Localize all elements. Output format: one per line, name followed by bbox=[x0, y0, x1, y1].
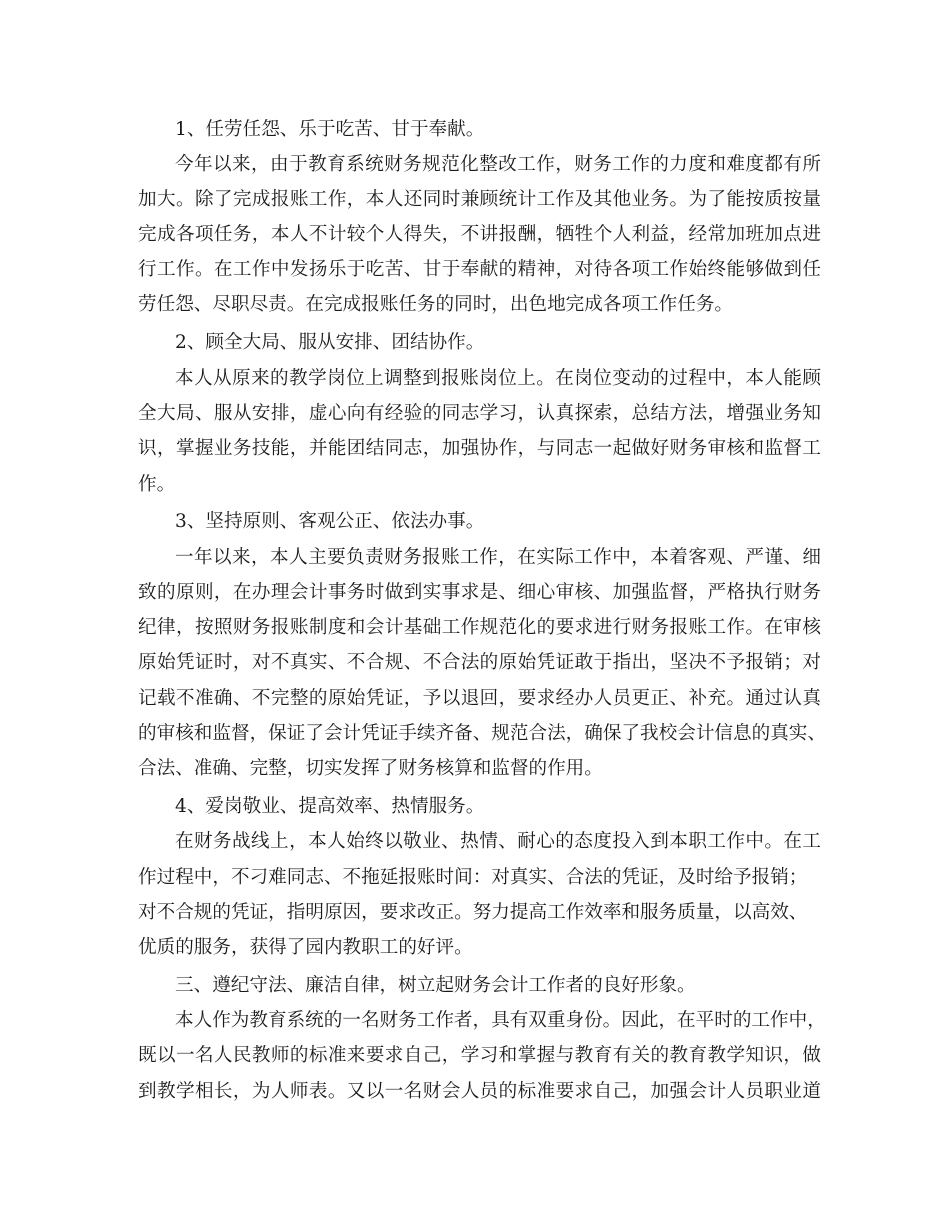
paragraph-line: 在财务战线上，本人始终以敬业、热情、耐心的态度投入到本职工作中。在工 bbox=[175, 831, 821, 852]
paragraph-line: 完成各项任务，本人不计较个人得失，不讲报酬，牺牲个人利益，经常加班加点进 bbox=[138, 224, 821, 245]
paragraph-line: 一年以来，本人主要负责财务报账工作，在实际工作中，本着客观、严谨、细 bbox=[175, 547, 821, 568]
heading-item-2: 2、顾全大局、服从安排、团结协作。 bbox=[175, 332, 485, 353]
paragraph-line: 的审核和监督，保证了会计凭证手续齐备、规范合法，确保了我校会计信息的真实、 bbox=[138, 723, 826, 744]
paragraph-line: 劳任怨、尽职尽责。在完成报账任务的同时，出色地完成各项工作任务。 bbox=[138, 294, 734, 315]
paragraph-line: 全大局、服从安排，虚心向有经验的同志学习，认真探索，总结方法，增强业务知 bbox=[138, 403, 821, 424]
paragraph-line: 优质的服务，获得了园内教职工的好评。 bbox=[138, 937, 473, 958]
paragraph-line: 识，掌握业务技能，并能团结同志，加强协作，与同志一起做好财务审核和监督工 bbox=[138, 438, 821, 459]
paragraph-line: 本人作为教育系统的一名财务工作者，具有双重身份。因此，在平时的工作中， bbox=[175, 1010, 826, 1031]
paragraph-line: 作过程中，不刁难同志、不拖延报账时间：对真实、合法的凭证，及时给予报销； bbox=[138, 867, 808, 888]
paragraph-line: 记载不准确、不完整的原始凭证，予以退回，要求经办人员更正、补充。通过认真 bbox=[138, 688, 821, 709]
paragraph-line: 纪律，按照财务报账制度和会计基础工作规范化的要求进行财务报账工作。在审核 bbox=[138, 617, 821, 638]
paragraph-line: 原始凭证时，对不真实、不合规、不合法的原始凭证敢于指出，坚决不予报销；对 bbox=[138, 652, 821, 673]
paragraph-line: 合法、准确、完整，切实发挥了财务核算和监督的作用。 bbox=[138, 758, 603, 779]
heading-item-4: 4、爱岗敬业、提高效率、热情服务。 bbox=[175, 796, 485, 817]
heading-item-3: 3、坚持原则、客观公正、依法办事。 bbox=[175, 511, 485, 532]
section-heading-3: 三、遵纪守法、廉洁自律，树立起财务会计工作者的良好形象。 bbox=[175, 975, 696, 996]
paragraph-line: 行工作。在工作中发扬乐于吃苦、甘于奉献的精神，对待各项工作始终能够做到任 bbox=[138, 259, 821, 280]
paragraph-line: 既以一名人民教师的标准来要求自己，学习和掌握与教育有关的教育教学知识，做 bbox=[138, 1045, 821, 1066]
paragraph-line: 本人从原来的教学岗位上调整到报账岗位上。在岗位变动的过程中，本人能顾 bbox=[175, 368, 821, 389]
paragraph-line: 到教学相长，为人师表。又以一名财会人员的标准要求自己，加强会计人员职业道 bbox=[138, 1081, 821, 1102]
paragraph-line: 加大。除了完成报账工作，本人还同时兼顾统计工作及其他业务。为了能按质按量 bbox=[138, 189, 821, 210]
paragraph-line: 作。 bbox=[138, 474, 176, 495]
paragraph-line: 今年以来，由于教育系统财务规范化整改工作，财务工作的力度和难度都有所 bbox=[175, 154, 821, 175]
heading-item-1: 1、任劳任怨、乐于吃苦、甘于奉献。 bbox=[175, 119, 485, 140]
paragraph-line: 对不合规的凭证，指明原因，要求改正。努力提高工作效率和服务质量，以高效、 bbox=[138, 902, 808, 923]
paragraph-line: 致的原则，在办理会计事务时做到实事求是、细心审核、加强监督，严格执行财务 bbox=[138, 582, 821, 603]
